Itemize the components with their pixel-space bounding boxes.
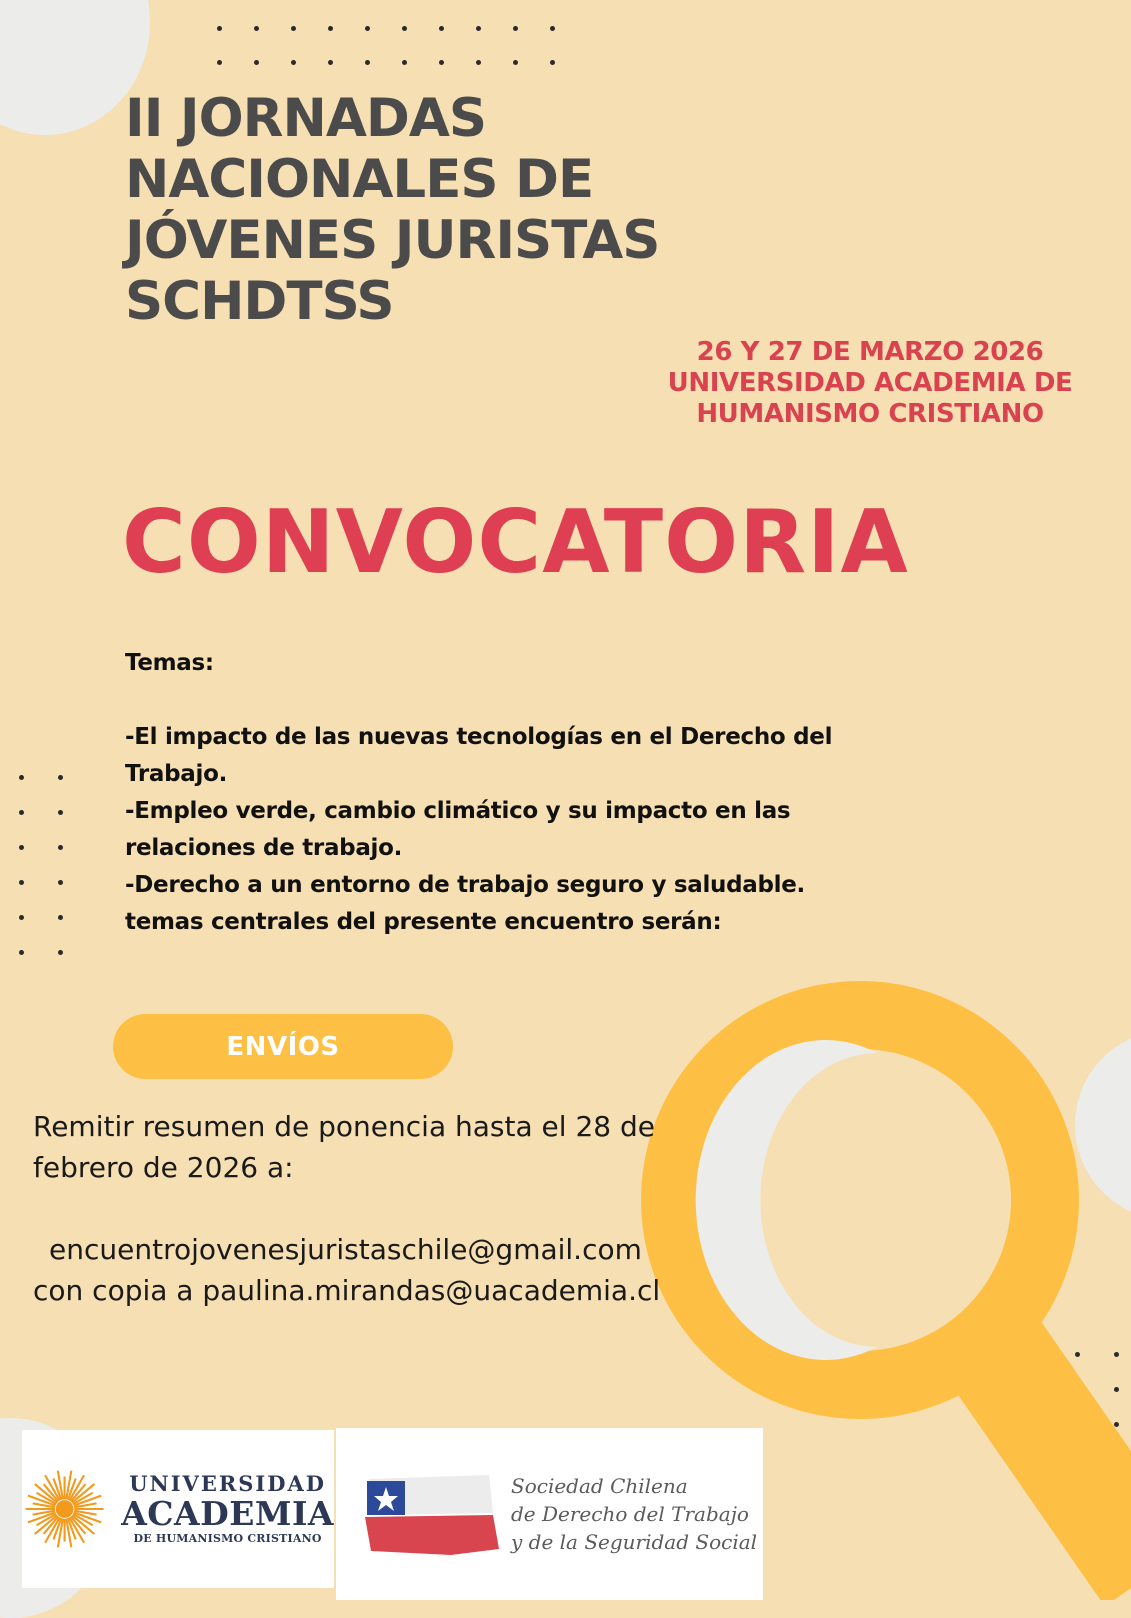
title-line: NACIONALES DE bbox=[125, 149, 594, 210]
decorative-dot bbox=[58, 775, 63, 780]
call-heading: CONVOCATORIA bbox=[122, 491, 909, 593]
decorative-dot bbox=[439, 60, 444, 65]
decorative-dot bbox=[19, 775, 24, 780]
decorative-dot bbox=[328, 60, 333, 65]
decorative-dot bbox=[19, 880, 24, 885]
decorative-dot bbox=[513, 26, 518, 31]
society-logo-line: de Derecho del Trabajo bbox=[511, 1502, 749, 1526]
decorative-dot bbox=[254, 60, 259, 65]
topic-line: -El impacto de las nuevas tecnologías en el Derecho del bbox=[125, 724, 833, 750]
topic-line: Trabajo. bbox=[125, 761, 228, 787]
decorative-dot bbox=[217, 60, 222, 65]
decorative-dot bbox=[439, 26, 444, 31]
decorative-dot bbox=[402, 60, 407, 65]
sun-emblem-icon bbox=[24, 1463, 105, 1555]
university-logo-line: UNIVERSIDAD bbox=[129, 1471, 326, 1496]
decorative-dot bbox=[513, 60, 518, 65]
submissions-label: ENVÍOS bbox=[113, 1014, 453, 1079]
decorative-dot bbox=[19, 810, 24, 815]
topic-line: temas centrales del presente encuentro serán: bbox=[125, 909, 722, 935]
topic-line: -Derecho a un entorno de trabajo seguro y saludable. bbox=[125, 872, 805, 898]
topic-line: relaciones de trabajo. bbox=[125, 835, 403, 861]
university-logo-text bbox=[121, 1472, 334, 1546]
submission-line: Remitir resumen de ponencia hasta el 28 de bbox=[33, 1110, 655, 1143]
event-title bbox=[125, 88, 765, 332]
decorative-dot bbox=[58, 845, 63, 850]
decorative-dot bbox=[19, 845, 24, 850]
topics-heading: Temas: bbox=[125, 650, 214, 676]
university-logo-line: DE HUMANISMO CRISTIANO bbox=[133, 1532, 322, 1545]
decorative-dot bbox=[402, 26, 407, 31]
submission-line: febrero de 2026 a: bbox=[33, 1151, 294, 1184]
decorative-dot bbox=[550, 60, 555, 65]
decorative-dot bbox=[476, 60, 481, 65]
decorative-dot-grid-top bbox=[217, 26, 555, 65]
decorative-dot bbox=[217, 26, 222, 31]
decorative-dot bbox=[19, 915, 24, 920]
event-date: 26 Y 27 DE MARZO 2026 bbox=[696, 337, 1044, 367]
title-line: SCHDTSS bbox=[125, 271, 394, 332]
society-logo-line: y de la Seguridad Social bbox=[511, 1530, 758, 1554]
title-line: II JORNADAS bbox=[125, 88, 487, 149]
sun-core bbox=[56, 1500, 74, 1518]
decorative-dot bbox=[58, 810, 63, 815]
event-venue-line: UNIVERSIDAD ACADEMIA DE bbox=[667, 368, 1073, 398]
decorative-dot bbox=[58, 915, 63, 920]
decorative-dot bbox=[365, 60, 370, 65]
decorative-dot bbox=[58, 880, 63, 885]
cc-email-line[interactable]: con copia a paulina.mirandas@uacademia.cl bbox=[33, 1274, 661, 1307]
event-venue-line: HUMANISMO CRISTIANO bbox=[696, 399, 1044, 429]
decorative-dot bbox=[476, 26, 481, 31]
decorative-dot bbox=[19, 950, 24, 955]
event-info bbox=[630, 337, 1110, 430]
decorative-dot bbox=[550, 26, 555, 31]
topic-line: -Empleo verde, cambio climático y su impacto en las bbox=[125, 798, 791, 824]
society-logo-text bbox=[511, 1472, 757, 1556]
primary-email-link[interactable]: encuentrojovenesjuristaschile@gmail.com bbox=[49, 1233, 642, 1266]
title-line: JÓVENES JURISTAS bbox=[125, 210, 660, 271]
decorative-dot bbox=[254, 26, 259, 31]
topics-section bbox=[125, 645, 990, 941]
chile-flag-icon bbox=[361, 1469, 501, 1559]
decorative-dot bbox=[365, 26, 370, 31]
society-logo bbox=[336, 1428, 763, 1600]
decorative-dot bbox=[291, 60, 296, 65]
university-logo bbox=[22, 1430, 334, 1588]
decorative-dot bbox=[291, 26, 296, 31]
university-logo-line: ACADEMIA bbox=[121, 1494, 334, 1533]
society-logo-line: Sociedad Chilena bbox=[511, 1474, 688, 1498]
decorative-dot bbox=[58, 950, 63, 955]
decorative-dot bbox=[328, 26, 333, 31]
submission-instructions bbox=[33, 1106, 753, 1311]
decorative-dot-grid-left bbox=[19, 775, 63, 955]
